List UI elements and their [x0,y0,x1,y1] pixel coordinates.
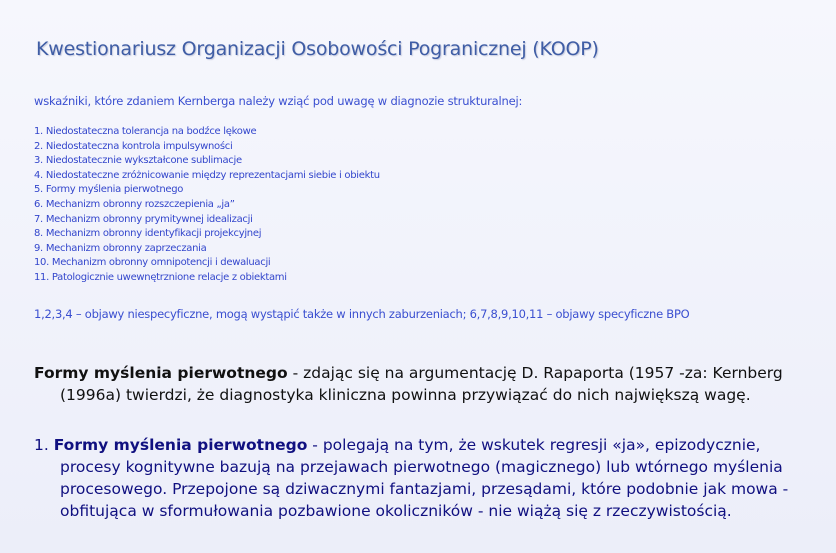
paragraph-line: procesowego. Przepojone są dziwacznymi fantazjami, przesądami, które podobnie jak mowa - [60,480,789,498]
bold-term: Formy myślenia pierwotnego [53,436,308,454]
paragraph-line [34,362,802,384]
list-item: 3. Niedostatecznie wykształcone sublimacje [34,155,242,167]
bold-term: Formy myślenia pierwotnego [34,364,288,382]
item-number: 1. [34,436,54,454]
list-item: 9. Mechanizm obronny zaprzeczania [34,242,207,254]
list-item: 4. Niedostateczne zróżnicowanie między reprezentacjami siebie i obiektu [34,169,380,181]
list-item: 2. Niedostateczna kontrola impulsywności [34,140,233,152]
symptoms-summary: 1,2,3,4 – objawy niespecyficzne, mogą wystąpić także w innych zaburzeniach; 6,7,8,9,10,11 – objawy specyficzne BPO [34,307,690,321]
paragraph-primary-thinking-definition [34,434,824,522]
list-item: 7. Mechanizm obronny prymitywnej idealizacji [34,213,253,225]
indicators-list [34,125,380,286]
list-item: 6. Mechanizm obronny rozszczepienia „ja” [34,198,235,210]
list-item: 1. Niedostateczna tolerancja na bodźce lękowe [34,126,257,137]
list-item: 11. Patologicznie uwewnętrznione relacje z obiektami [34,271,287,283]
indicators-intro: wskaźniki, które zdaniem Kernberga należy wziąć pod uwagę w diagnozie strukturalnej: [34,94,523,108]
list-item: 5. Formy myślenia pierwotnego [34,184,184,196]
paragraph-line [34,434,824,456]
paragraph-line: (1996a) twierdzi, że diagnostyka kliniczna powinna przywiązać do nich największą wagę. [60,386,751,404]
list-item: 10. Mechanizm obronny omnipotencji i dewaluacji [34,257,271,269]
paragraph-primary-thinking-intro [34,362,802,406]
slide-title: Kwestionariusz Organizacji Osobowości Pogranicznej (KOOP) [36,38,599,60]
paragraph-text: - zdając się na argumentację D. Rapaporta (1957 -za: Kernberg [287,364,783,382]
paragraph-line: procesy kognitywne bazują na przejawach pierwotnego (magicznego) lub wtórnego myślenia [60,458,783,476]
list-item: 8. Mechanizm obronny identyfikacji projekcyjnej [34,228,262,240]
paragraph-text: - polegają na tym, że wskutek regresji «ja», epizodycznie, [307,436,761,454]
paragraph-line: obfitująca w sformułowania pozbawione okoliczników - nie wiążą się z rzeczywistością. [60,502,732,520]
